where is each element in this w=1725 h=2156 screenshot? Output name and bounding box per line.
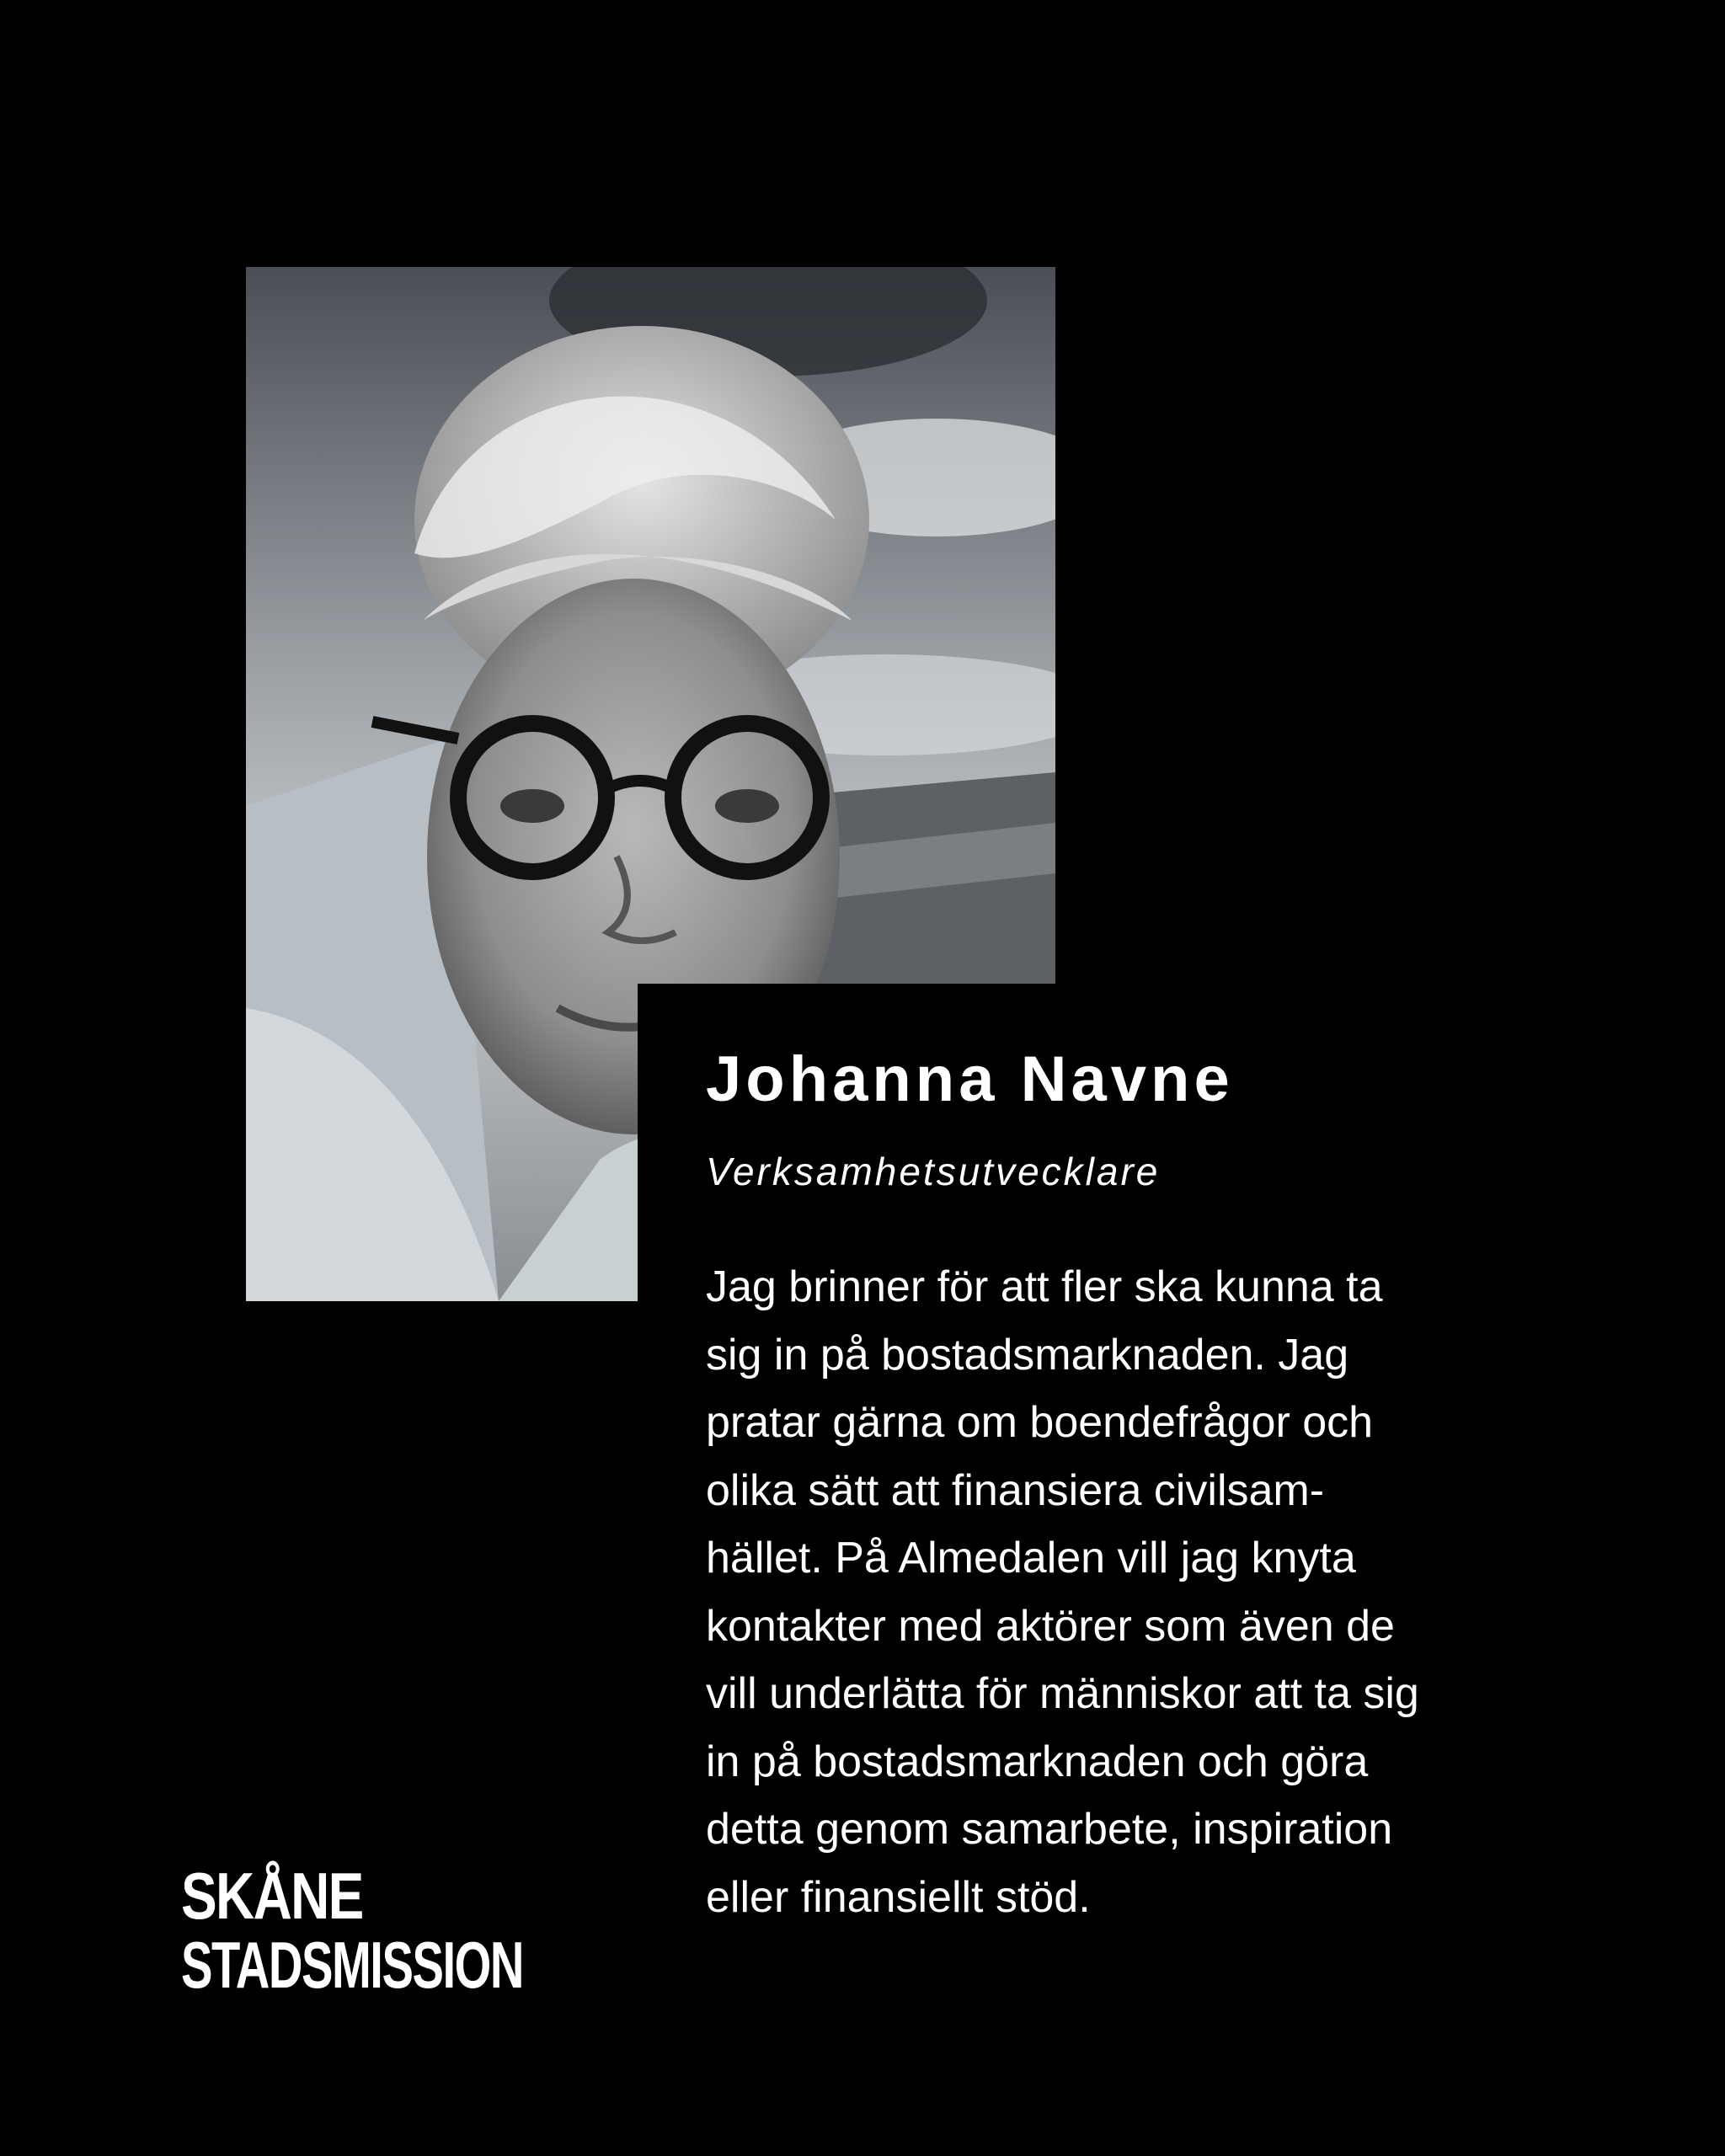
bio-line: eller finansiellt stöd. (706, 1872, 1091, 1922)
bio-line: olika sätt att finansiera civilsam- (706, 1465, 1325, 1515)
logo-line-2: STADSMISSION (181, 1928, 524, 2002)
bio-line: Jag brinner för att fler ska kunna ta (706, 1262, 1383, 1311)
bio-line: hället. På Almedalen vill jag knyta (706, 1534, 1356, 1582)
person-name: Johanna Navne (706, 1043, 1234, 1115)
bio-line: in på bostadsmarknaden och göra (706, 1737, 1369, 1786)
bio-line: pratar gärna om boendefrågor och (706, 1398, 1374, 1447)
organization-logo (181, 1859, 656, 2002)
bio-line: detta genom samarbete, inspiration (706, 1805, 1393, 1854)
person-bio (706, 1253, 1599, 1931)
bio-line: vill underlätta för människor att ta sig (706, 1669, 1419, 1718)
person-role: Verksamhetsutvecklare (706, 1150, 1161, 1193)
logo-line-1: SKÅNE (181, 1859, 363, 1933)
bio-line: kontakter med aktörer som även de (706, 1601, 1395, 1651)
bio-line: sig in på bostadsmarknaden. Jag (706, 1330, 1349, 1380)
